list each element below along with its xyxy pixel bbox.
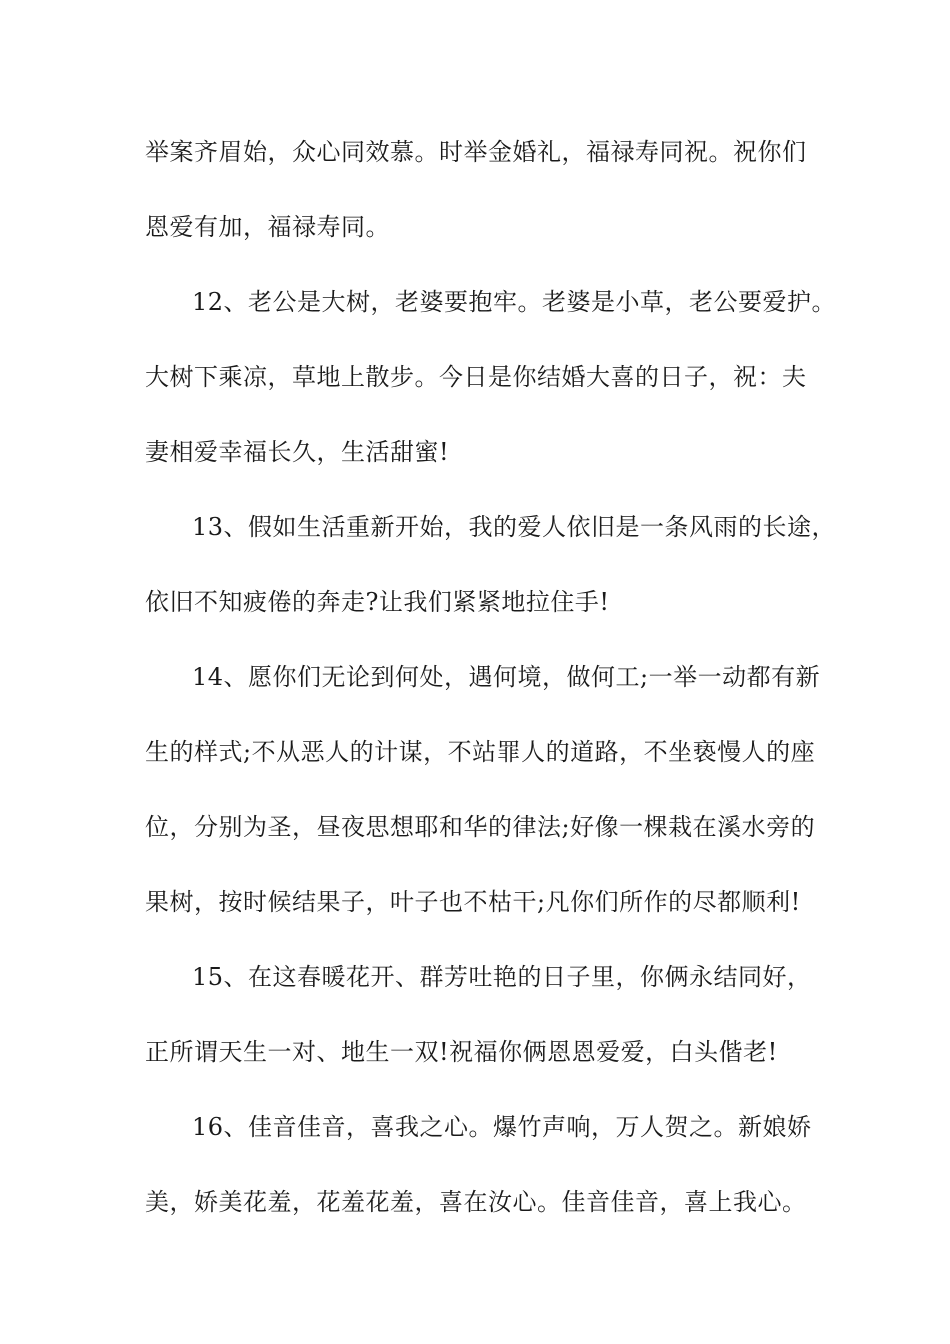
text-line: 生的样式;不从恶人的计谋，不站罪人的道路，不坐亵慢人的座: [145, 738, 816, 766]
paragraph-start-14: 14、愿你们无论到何处，遇何境，做何工;一举一动都有新: [192, 663, 821, 691]
paragraph-start-12: 12、老公是大树，老婆要抱牢。老婆是小草，老公要爱护。: [192, 288, 837, 316]
text-line: 正所谓天生一对、地生一双!祝福你俩恩恩爱爱，白头偕老!: [145, 1038, 778, 1066]
text-line: 恩爱有加，福禄寿同。: [145, 213, 390, 241]
text-line: 美，娇美花羞，花羞花羞，喜在汝心。佳音佳音，喜上我心。: [145, 1188, 807, 1216]
text-line: 果树，按时候结果子，叶子也不枯干;凡你们所作的尽都顺利!: [145, 888, 801, 916]
text-line: 大树下乘凉，草地上散步。今日是你结婚大喜的日子，祝：夫: [145, 363, 807, 391]
paragraph-start-13: 13、假如生活重新开始，我的爱人依旧是一条风雨的长途，: [192, 513, 837, 541]
text-line: 依旧不知疲倦的奔走?让我们紧紧地拉住手!: [145, 588, 610, 616]
text-line: 妻相爱幸福长久，生活甜蜜!: [145, 438, 450, 466]
paragraph-start-15: 15、在这春暖花开、群芳吐艳的日子里，你俩永结同好，: [192, 963, 812, 991]
text-line: 位，分别为圣，昼夜思想耶和华的律法;好像一棵栽在溪水旁的: [145, 813, 816, 841]
paragraph-start-16: 16、佳音佳音，喜我之心。爆竹声响，万人贺之。新娘娇: [192, 1113, 812, 1141]
text-line: 举案齐眉始，众心同效慕。时举金婚礼，福禄寿同祝。祝你们: [145, 138, 807, 166]
